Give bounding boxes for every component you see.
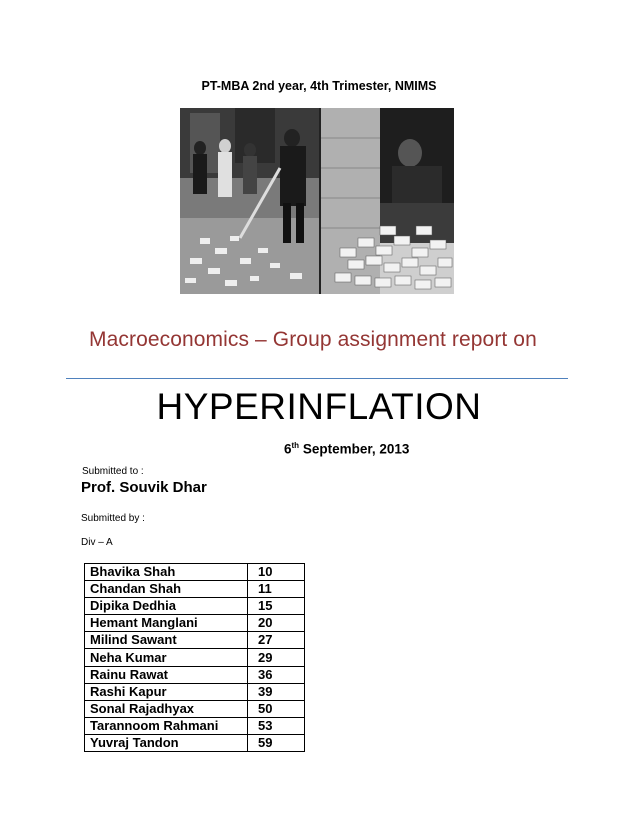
member-roll: 50	[248, 700, 305, 717]
member-name: Sonal Rajadhyax	[85, 700, 248, 717]
table-row	[85, 649, 305, 666]
member-table	[84, 563, 305, 752]
table-row	[85, 683, 305, 700]
table-row	[85, 666, 305, 683]
hyperinflation-photo	[180, 108, 454, 294]
professor-name: Prof. Souvik Dhar	[81, 479, 207, 496]
member-name: Bhavika Shah	[85, 564, 248, 581]
table-row	[85, 717, 305, 734]
member-roll: 15	[248, 598, 305, 615]
program-header: PT-MBA 2nd year, 4th Trimester, NMIMS	[201, 79, 437, 93]
member-roll: 39	[248, 683, 305, 700]
submitted-by-label: Submitted by :	[81, 513, 145, 524]
member-roll: 59	[248, 734, 305, 751]
submission-date	[284, 441, 409, 457]
table-row	[85, 734, 305, 751]
table-row	[85, 581, 305, 598]
table-row	[85, 598, 305, 615]
member-roll: 10	[248, 564, 305, 581]
member-name: Chandan Shah	[85, 581, 248, 598]
member-roll: 53	[248, 717, 305, 734]
table-row	[85, 700, 305, 717]
member-roll: 11	[248, 581, 305, 598]
date-day: 6	[284, 441, 292, 457]
table-row	[85, 615, 305, 632]
member-name: Rashi Kapur	[85, 683, 248, 700]
date-rest: September, 2013	[299, 441, 410, 457]
date-suffix: th	[291, 441, 300, 450]
table-row	[85, 564, 305, 581]
member-name: Milind Sawant	[85, 632, 248, 649]
banknotes-photo-icon	[180, 108, 454, 294]
title-divider	[66, 378, 568, 379]
member-name: Dipika Dedhia	[85, 598, 248, 615]
member-name: Tarannoom Rahmani	[85, 717, 248, 734]
division-label: Div – A	[81, 537, 113, 548]
member-name: Yuvraj Tandon	[85, 734, 248, 751]
table-row	[85, 632, 305, 649]
member-name: Hemant Manglani	[85, 615, 248, 632]
submitted-to-label: Submitted to :	[82, 466, 144, 477]
member-roll: 20	[248, 615, 305, 632]
member-roll: 29	[248, 649, 305, 666]
member-roll: 36	[248, 666, 305, 683]
member-roll: 27	[248, 632, 305, 649]
member-name: Rainu Rawat	[85, 666, 248, 683]
member-name: Neha Kumar	[85, 649, 248, 666]
report-subtitle: Macroeconomics – Group assignment report on	[89, 328, 537, 351]
page-title: HYPERINFLATION	[156, 386, 482, 427]
